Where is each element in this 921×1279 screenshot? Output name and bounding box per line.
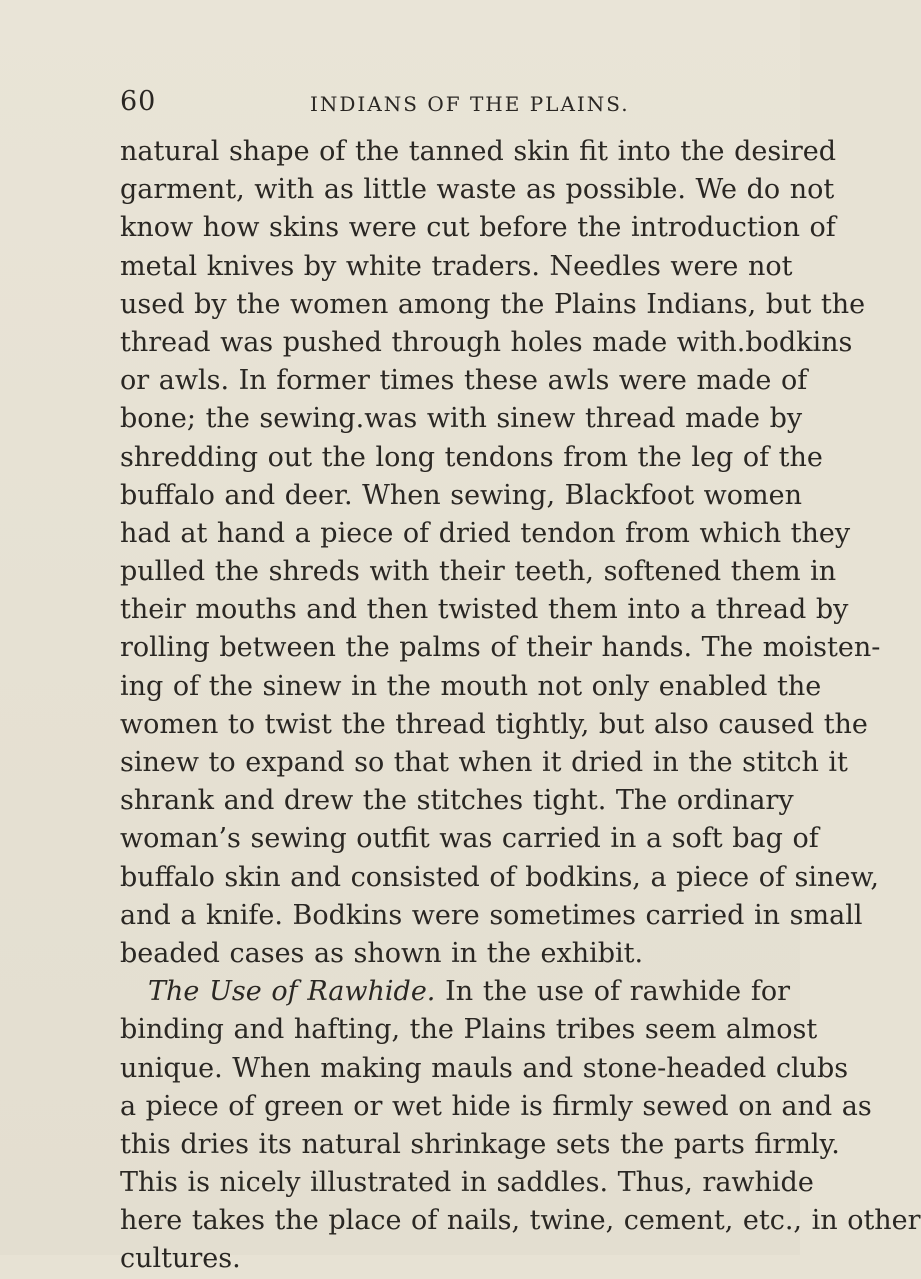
text-line: used by the women among the Plains Indians, but the — [120, 288, 866, 320]
body-text — [120, 133, 921, 1279]
text-line: This is nicely illustrated in saddles. Thus, rawhide — [120, 1167, 814, 1199]
text-line: a piece of green or wet hide is firmly sewed on and as — [120, 1090, 872, 1122]
text-line: beaded cases as shown in the exhibit. — [120, 937, 644, 969]
page-header — [120, 86, 780, 126]
text-line: buffalo skin and consisted of bodkins, a piece of sinew, — [120, 861, 879, 893]
paragraph — [120, 973, 921, 1279]
text-line: metal knives by white traders. Needles were not — [120, 250, 793, 282]
text-line: bone; the sewing.was with sinew thread made by — [120, 403, 803, 435]
text-line — [120, 973, 790, 1011]
text-line: here takes the place of nails, twine, cement, etc., in other — [120, 1205, 921, 1237]
text-line: pulled the shreds with their teeth, softened them in — [120, 556, 837, 588]
text-line: their mouths and then twisted them into a thread by — [120, 594, 849, 626]
text-line: sinew to expand so that when it dried in the stitch it — [120, 747, 848, 778]
text-line: binding and hafting, the Plains tribes seem almost — [120, 1014, 818, 1046]
text-line: women to twist the thread tightly, but also caused the — [120, 708, 868, 740]
text-line: know how skins were cut before the introduction of — [120, 212, 836, 244]
section-run-in-heading: The Use of Rawhide. — [148, 976, 436, 1008]
text-line: or awls. In former times these awls were made of — [120, 365, 808, 397]
text-line: garment, with as little waste as possible. We do not — [120, 174, 835, 206]
running-title: INDIANS OF THE PLAINS. — [310, 92, 630, 116]
page-number: 60 — [120, 86, 157, 117]
text-line: had at hand a piece of dried tendon from which they — [120, 517, 851, 549]
text-line: shredding out the long tendons from the leg of the — [120, 441, 823, 473]
text-line: cultures. — [120, 1243, 241, 1275]
text-line: unique. When making mauls and stone-headed clubs — [120, 1052, 849, 1084]
text-line: woman’s sewing outfit was carried in a soft bag of — [120, 823, 819, 855]
text-line: rolling between the palms of their hands. The moisten- — [120, 632, 881, 664]
text-line: thread was pushed through holes made with.bodkins — [120, 326, 853, 358]
text-line: natural shape of the tanned skin fit into the desired — [120, 136, 837, 167]
text-line: buffalo and deer. When sewing, Blackfoot women — [120, 479, 802, 511]
text-line: shrank and drew the stitches tight. The ordinary — [120, 785, 794, 817]
text-run: In the use of rawhide for — [445, 976, 790, 1008]
text-line: and a knife. Bodkins were sometimes carried in small — [120, 899, 863, 931]
text-line: this dries its natural shrinkage sets the parts firmly. — [120, 1128, 840, 1160]
text-line: ing of the sinew in the mouth not only enabled the — [120, 670, 822, 702]
paragraph — [120, 133, 881, 973]
